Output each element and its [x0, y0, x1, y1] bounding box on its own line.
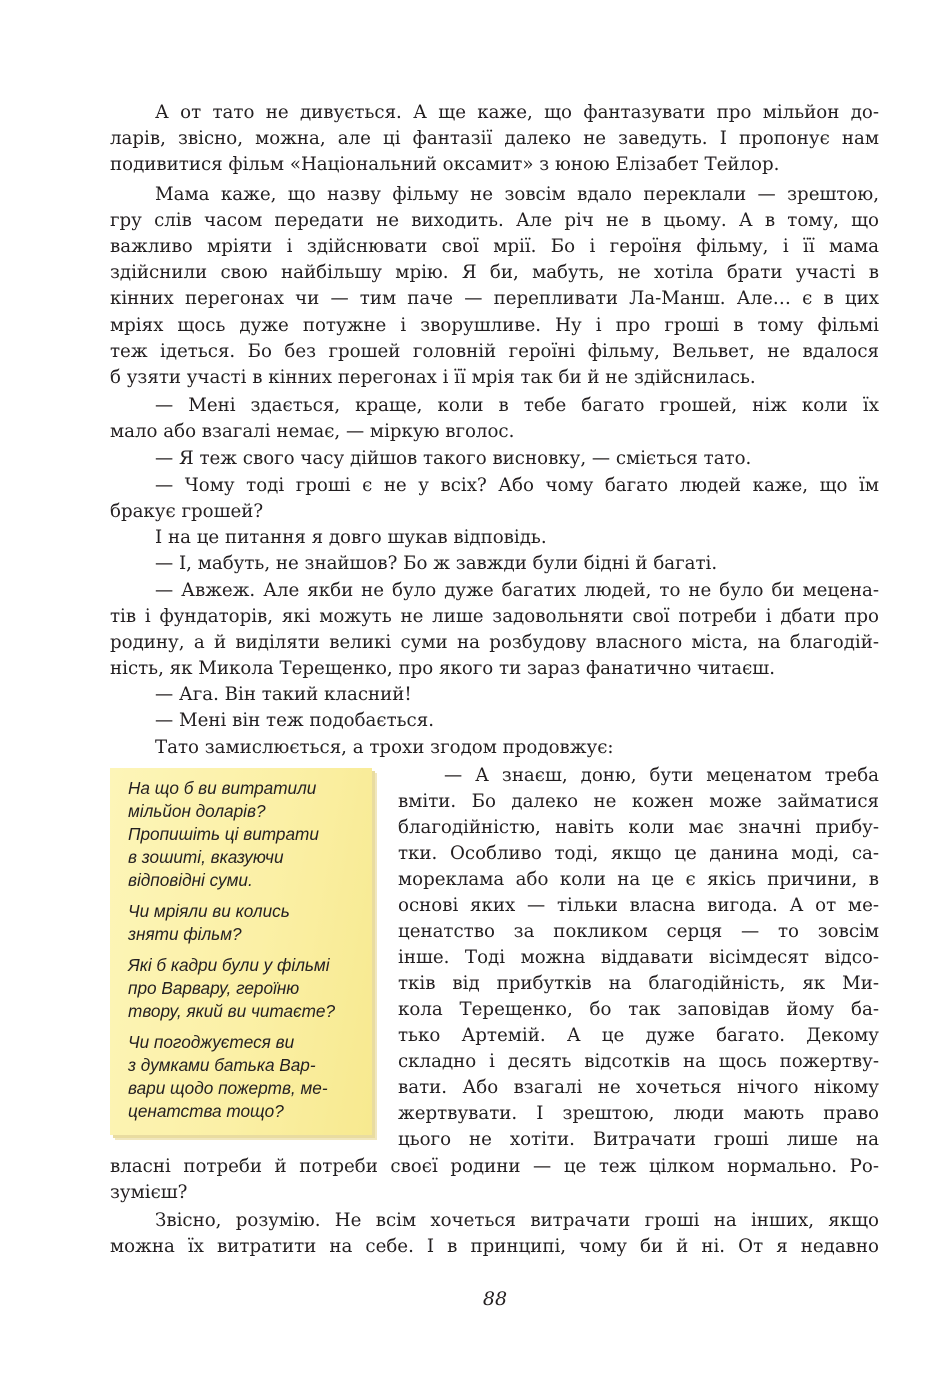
text-line: — Мені здається, краще, коли в тебе багато грошей, ніж коли їх	[155, 395, 879, 416]
paragraph-line	[0, 893, 952, 919]
text-line: здійснили свою найбільшу мрію. Я би, мабуть, не хотіла брати участі в	[110, 262, 879, 283]
text-line: — Ага. Він такий класний!	[155, 684, 412, 705]
paragraph-line	[0, 525, 952, 551]
text-line: тько Артемій. А це дуже багато. Декому	[398, 1025, 879, 1046]
paragraph-line	[0, 1180, 952, 1206]
text-line: — І, мабуть, не знайшов? Бо ж завжди були бідні й багаті.	[155, 553, 718, 574]
text-line: жертвувати. І зрештою, люди мають право	[398, 1103, 879, 1124]
paragraph-line	[0, 286, 952, 312]
paragraph-line	[0, 260, 952, 286]
paragraph-line	[0, 971, 952, 997]
text-line: Звісно, розумію. Не всім хочеться витрачати гроші на інших, якщо	[155, 1210, 879, 1231]
paragraph-line	[0, 313, 952, 339]
paragraph-line	[0, 126, 952, 152]
text-line: мало або взагалі немає, — міркую вголос.	[110, 421, 515, 442]
sidebar-line: Чи погоджуєтеся ви	[128, 1032, 295, 1052]
sidebar-line: про Варвару, героїню	[128, 978, 300, 998]
paragraph-line	[0, 841, 952, 867]
text-line: тки. Особливо тоді, якщо це данина моді, са-	[398, 843, 879, 864]
paragraph-line	[0, 708, 952, 734]
paragraph-line	[0, 735, 952, 761]
paragraph-line	[0, 234, 952, 260]
paragraph-line	[0, 446, 952, 472]
text-line: вати. Або взагалі не хочеться нічого нікому	[398, 1077, 879, 1098]
paragraph-line	[0, 1154, 952, 1180]
sidebar-line: в зошиті, вказуючи	[128, 847, 284, 867]
sidebar-line: мільйон доларів?	[128, 801, 266, 821]
paragraph-line	[0, 208, 952, 234]
paragraph-line	[0, 789, 952, 815]
text-line: — Мені він теж подобається.	[155, 710, 434, 731]
text-line: можна їх витратити на себе. І в принципі, чому би й ні. От я недавно	[110, 1236, 879, 1257]
paragraph-line	[0, 499, 952, 525]
text-line: тків від прибутків на благодійність, як Ми-	[398, 973, 879, 994]
paragraph-line	[0, 1049, 952, 1075]
text-line: теж ідеться. Бо без грошей головній героїні фільму, Вельвет, не вдалося	[110, 341, 879, 362]
text-line: тів і фундаторів, які можуть не лише задовольняти свої потреби і дбати про	[110, 606, 879, 627]
paragraph-line	[0, 682, 952, 708]
text-line: складно і десять відсотків на щось пожертву-	[398, 1051, 879, 1072]
paragraph-line	[0, 1101, 952, 1127]
text-line: бракує грошей?	[110, 501, 264, 522]
text-line: Мама каже, що назву фільму не зовсім вдало переклали — зрештою,	[155, 184, 879, 205]
text-line: ність, як Микола Терещенко, про якого ти зараз фанатично читаєш.	[110, 658, 775, 679]
text-line: зумієш?	[110, 1182, 188, 1203]
sidebar-line: Які б кадри були у фільмі	[128, 955, 330, 975]
sidebar-line: ценатства тощо?	[128, 1101, 284, 1121]
paragraph-line	[0, 473, 952, 499]
text-line: І на це питання я довго шукав відповідь.	[155, 527, 547, 548]
paragraph-line	[0, 182, 952, 208]
text-line: основі яких — тільки власна вигода. А от ме-	[398, 895, 879, 916]
paragraph-line	[0, 578, 952, 604]
text-line: кінних перегонах чи — тим паче — перепливати Ла-Манш. Але… є в цих	[110, 288, 879, 309]
paragraph-line	[0, 763, 952, 789]
paragraph-line	[0, 1234, 952, 1260]
paragraph-line	[0, 1075, 952, 1101]
paragraph-line	[0, 630, 952, 656]
paragraph-line	[0, 867, 952, 893]
text-line: мореклама або коли на це є якісь причини, в	[398, 869, 879, 890]
text-line: — Чому тоді гроші є не у всіх? Або чому багато людей каже, що їм	[155, 475, 879, 496]
paragraph-line	[0, 339, 952, 365]
paragraph-line	[0, 997, 952, 1023]
text-line: А от тато не дивується. А ще каже, що фантазувати про мільйон до-	[155, 102, 879, 123]
sidebar-line: з думками батька Вар-	[128, 1055, 316, 1075]
text-line: власні потреби й потреби своєї родини — це теж цілком нормально. Ро-	[110, 1156, 879, 1177]
paragraph-line	[0, 393, 952, 419]
text-line: важливо мріяти і здійснювати свої мрії. Бо і героїня фільму, і її мама	[110, 236, 879, 257]
sidebar-line: вари щодо пожертв, ме-	[128, 1078, 328, 1098]
sidebar-line: Чи мріяли ви колись	[128, 901, 290, 921]
paragraph-line	[0, 656, 952, 682]
text-line: інше. Тоді можна віддавати вісімдесят відсо-	[398, 947, 879, 968]
sidebar-line: На що б ви витратили	[128, 778, 317, 798]
paragraph-line	[0, 815, 952, 841]
text-line: мріях щось дуже потужне і зворушливе. Ну і про гроші в тому фільмі	[110, 315, 879, 336]
sidebar-line: твору, який ви читаєте?	[128, 1001, 336, 1021]
text-line: благодійністю, навіть коли має значні прибу-	[398, 817, 879, 838]
text-line: подивитися фільм «Національний оксамит» з юною Елізабет Тейлор.	[110, 154, 780, 175]
sidebar-line: зняти фільм?	[128, 924, 242, 944]
paragraph-line	[0, 945, 952, 971]
paragraph-line	[0, 365, 952, 391]
text-line: ларів, звісно, можна, але ці фантазії далеко не заведуть. І пропонує нам	[110, 128, 879, 149]
text-line: — А знаєш, доню, бути меценатом треба	[444, 765, 879, 786]
paragraph-line	[0, 551, 952, 577]
text-line: вміти. Бо далеко не кожен може займатися	[398, 791, 879, 812]
paragraph-line	[0, 1208, 952, 1234]
paragraph-line	[0, 1127, 952, 1153]
text-line: ценатство за покликом серця — то зовсім	[398, 921, 879, 942]
text-line: б узяти участі в кінних перегонах і її мрія так би й не здійснилась.	[110, 367, 756, 388]
text-line: цього не хотіти. Витрачати гроші лише на	[398, 1129, 879, 1150]
text-line: родину, а й виділяти великі суми на розбудову власного міста, на благодій-	[110, 632, 879, 653]
paragraph-line	[0, 419, 952, 445]
paragraph-line	[0, 152, 952, 178]
paragraph-line	[0, 604, 952, 630]
text-line: — Авжеж. Але якби не було дуже багатих людей, то не було би мецена-	[155, 580, 879, 601]
text-line: гру слів часом передати не виходить. Але річ не в цьому. А в тому, що	[110, 210, 879, 231]
sidebar-line: Пропишіть ці витрати	[128, 824, 319, 844]
sidebar-line: відповідні суми.	[128, 870, 253, 890]
paragraph-line	[0, 919, 952, 945]
text-line: Тато замислюється, а трохи згодом продовжує:	[155, 737, 614, 758]
paragraph-line	[0, 100, 952, 126]
page-number: 88	[482, 1288, 508, 1310]
text-line: — Я теж свого часу дійшов такого висновку, — сміється тато.	[155, 448, 752, 469]
text-line: кола Терещенко, бо так заповідав йому ба-	[398, 999, 879, 1020]
paragraph-line	[0, 1023, 952, 1049]
